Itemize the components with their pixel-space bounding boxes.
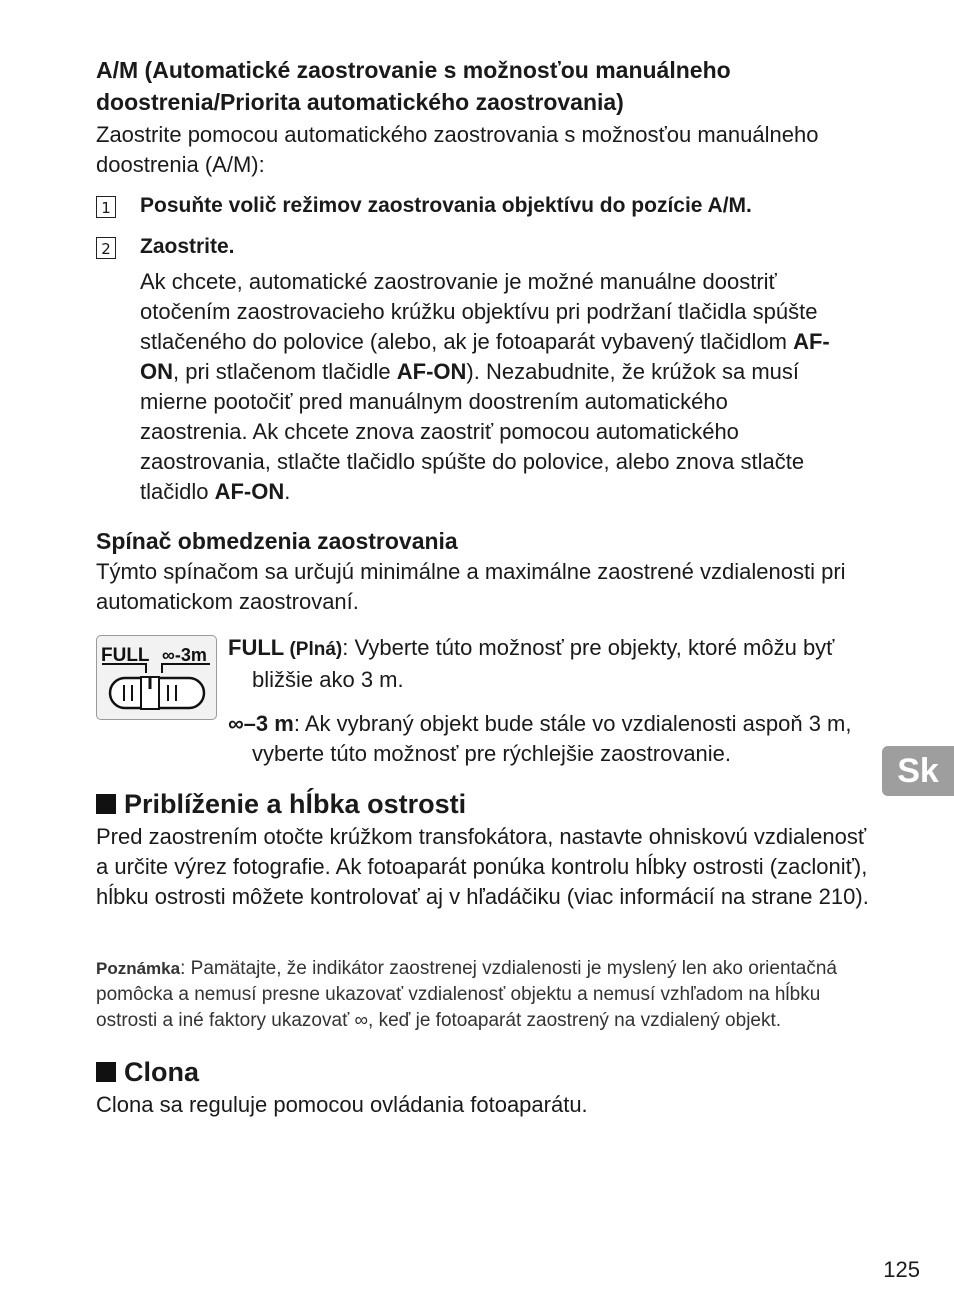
focus-limit-switch-icon <box>96 635 217 720</box>
square-bullet-icon <box>96 1062 116 1082</box>
am-heading: A/M (Automatické zaostrovanie s možnosťou manuálneho doostrenia/Priorita automatického zaostrovania) <box>96 57 731 115</box>
step-2-body: Ak chcete, automatické zaostrovanie je možné manuálne doostriť otočením zaostrovacieho krúžku objektívu pri podržaní tlačidla spúšte stlačeného do polovice (alebo, ak je fotoaparát vybavený tlačidlom AF-ON, pri stlačenom tlačidle AF-ON). Nezabudnite, že krúžok sa musí mierne pootočiť pred manuálnym doostrením automatického zaostrenia. Ak chcete znova zaostriť pomocou automatického zaostrovania, stlačte tlačidlo spúšte do polovice, alebo znova stlačte tlačidlo AF-ON. <box>140 269 830 504</box>
note-label: Poznámka <box>96 959 181 978</box>
square-bullet-icon <box>96 794 116 814</box>
af-on-label: AF-ON <box>140 329 830 384</box>
focus-limit-intro: Týmto spínačom sa určujú minimálne a maximálne zaostrené vzdialenosti pri automatickom zaostrovaní. <box>96 559 846 614</box>
language-tab: Sk <box>882 746 954 796</box>
switch-label-full: FULL <box>100 644 150 666</box>
step-1-title: Posuňte volič režimov zaostrovania objektívu do pozície A/M. <box>140 194 752 217</box>
step-number-1: 1 <box>96 196 116 218</box>
zoom-heading: Priblíženie a hĺbka ostrosti <box>96 787 466 821</box>
step-number-2: 2 <box>96 237 116 259</box>
af-on-label: AF-ON <box>214 479 285 504</box>
page-number: 125 <box>883 1257 920 1282</box>
focus-limit-heading: Spínač obmedzenia zaostrovania <box>96 528 458 554</box>
switch-label-range: ∞-3m <box>161 644 207 665</box>
af-on-label: AF-ON <box>396 359 467 384</box>
step-2-title: Zaostrite. <box>140 235 235 258</box>
zoom-body: Pred zaostrením otočte krúžkom transfokátora, nastavte ohniskovú vzdialenosť a určite výrez fotografie. Ak fotoaparát ponúka kontrolu hĺbky ostrosti (zacloniť), hĺbku ostrosti môžete kontrolovať aj v hľadáčiku (viac informácií na strane 210). <box>96 824 869 909</box>
am-intro: Zaostrite pomocou automatického zaostrovania s možnosťou manuálneho doostrenia (A/M): <box>96 122 819 177</box>
def-range: ∞–3 m: Ak vybraný objekt bude stále vo vzdialenosti aspoň 3 m, vyberte túto možnosť pre rýchlejšie zaostrovanie. <box>228 711 852 766</box>
note: Poznámka: Pamätajte, že indikátor zaostrenej vzdialenosti je myslený len ako orientačná pomôcka a nemusí presne ukazovať vzdialenosť objektu a nemusí vzhľadom na hĺbku ostrosti a iné faktory ukazovať ∞, keď je fotoaparát zaostrený na vzdialený objekt. <box>96 958 837 1031</box>
clona-heading: Clona <box>96 1055 199 1089</box>
clona-body: Clona sa reguluje pomocou ovládania fotoaparátu. <box>96 1092 588 1117</box>
def-full: FULL (Plná): Vyberte túto možnosť pre objekty, ktoré môžu byť bližšie ako 3 m. <box>228 635 835 692</box>
